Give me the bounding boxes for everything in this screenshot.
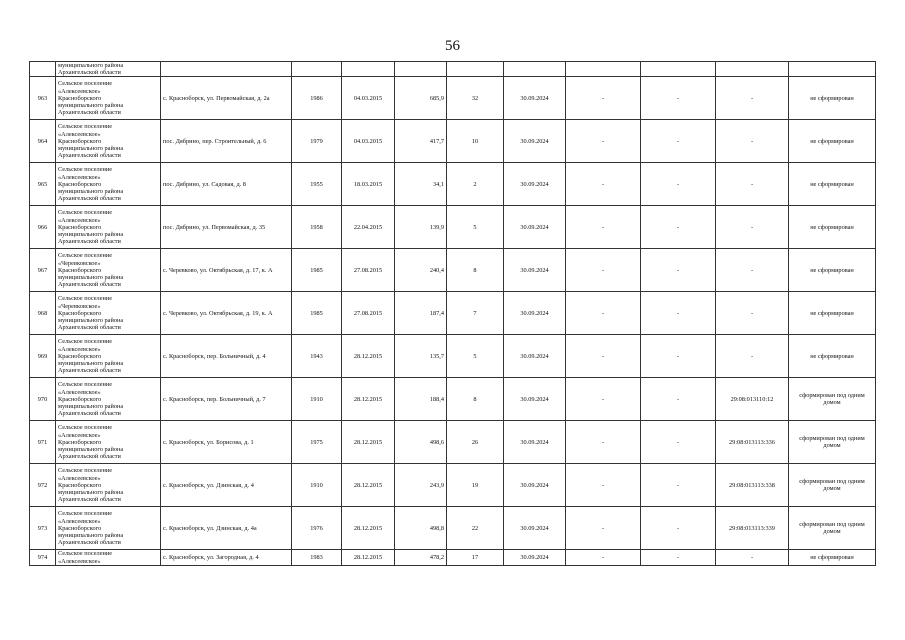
cell-col-1: - bbox=[566, 421, 641, 464]
cell-col-2: - bbox=[641, 335, 716, 378]
municipality-line: «Алексеевское» bbox=[58, 173, 101, 181]
cell-date: 27.08.2015 bbox=[342, 249, 395, 292]
municipality-line: Красноборского bbox=[58, 395, 102, 403]
cell-area: 34,1 bbox=[395, 163, 447, 206]
municipality-line: Красноборского bbox=[58, 137, 102, 145]
cell-col-1: - bbox=[566, 335, 641, 378]
cell-status: сформирован под одним домом bbox=[789, 421, 876, 464]
cell-address: с. Черевково, ул. Октябрьская, д. 19, к. А bbox=[161, 292, 292, 335]
municipality-line: Архангельской области bbox=[58, 367, 121, 375]
cell-count: 10 bbox=[447, 120, 504, 163]
cell-count: 22 bbox=[447, 507, 504, 550]
cell-col-1: - bbox=[566, 464, 641, 507]
cell-count: 19 bbox=[447, 464, 504, 507]
cell-col-2: - bbox=[641, 292, 716, 335]
cell-municipality bbox=[56, 292, 161, 335]
cell-num: 974 bbox=[30, 550, 56, 565]
cell-address: с. Черевково, ул. Октябрьская, д. 17, к. А bbox=[161, 249, 292, 292]
cell-col-2: - bbox=[641, 507, 716, 550]
cell-count: 17 bbox=[447, 550, 504, 565]
municipality-line: Сельское поселение bbox=[58, 338, 113, 346]
cell-area: 139,9 bbox=[395, 206, 447, 249]
cell-address: с. Красноборск, ул. Загородная, д. 4 bbox=[161, 550, 292, 565]
municipality-line: Красноборского bbox=[58, 352, 102, 360]
municipality-line: Архангельской области bbox=[58, 152, 121, 160]
cell-area: 188,4 bbox=[395, 378, 447, 421]
municipality-line: муниципального района bbox=[58, 360, 124, 367]
cell-status: не сформирован bbox=[789, 335, 876, 378]
cell-deadline: 30.09.2024 bbox=[504, 550, 566, 565]
cell-num: 966 bbox=[30, 206, 56, 249]
municipality-line: Сельское поселение bbox=[58, 550, 113, 558]
cell-area: 498,8 bbox=[395, 507, 447, 550]
municipality-line: Архангельской области bbox=[58, 109, 121, 117]
cell-area: 135,7 bbox=[395, 335, 447, 378]
cell-year: 1910 bbox=[292, 464, 342, 507]
cell-num: 972 bbox=[30, 464, 56, 507]
cell-col-2: - bbox=[641, 464, 716, 507]
cell-date: 22.04.2015 bbox=[342, 206, 395, 249]
table-row-partial bbox=[30, 62, 876, 77]
cell-municipality bbox=[56, 77, 161, 120]
cell-status: не сформирован bbox=[789, 120, 876, 163]
table-body bbox=[30, 62, 876, 566]
cell-area: 187,4 bbox=[395, 292, 447, 335]
cell-num: 971 bbox=[30, 421, 56, 464]
cell-count: 7 bbox=[447, 292, 504, 335]
cell-cadastral: - bbox=[716, 292, 789, 335]
cell-status: сформирован под одним домом bbox=[789, 378, 876, 421]
cell-date: 28.12.2015 bbox=[342, 335, 395, 378]
cell-col-2: - bbox=[641, 378, 716, 421]
cell-area: 243,9 bbox=[395, 464, 447, 507]
cell-municipality bbox=[56, 421, 161, 464]
municipality-line: Красноборского bbox=[58, 524, 102, 532]
cell-deadline: 30.09.2024 bbox=[504, 77, 566, 120]
cell-num: 965 bbox=[30, 163, 56, 206]
municipality-line: муниципального района bbox=[58, 145, 124, 152]
municipality-line: Сельское поселение bbox=[58, 209, 113, 217]
cell-date: 04.03.2015 bbox=[342, 120, 395, 163]
cell-cadastral: 29:08:013113:336 bbox=[716, 421, 789, 464]
cell-address: с. Красноборск, пер. Больничный, д. 4 bbox=[161, 335, 292, 378]
municipality-line: муниципального района bbox=[58, 274, 124, 281]
cell-cadastral: - bbox=[716, 206, 789, 249]
table-row bbox=[30, 77, 876, 120]
cell-deadline: 30.09.2024 bbox=[504, 292, 566, 335]
cell-num: 967 bbox=[30, 249, 56, 292]
cell-count: 26 bbox=[447, 421, 504, 464]
municipality-line: Сельское поселение bbox=[58, 510, 113, 518]
table-row bbox=[30, 335, 876, 378]
municipality-line: муниципального района bbox=[58, 188, 124, 195]
municipality-line: Архангельской области bbox=[58, 496, 121, 504]
municipality-line: Архангельской области bbox=[58, 453, 121, 461]
municipality-line: Красноборского bbox=[58, 266, 102, 274]
cell-status: не сформирован bbox=[789, 163, 876, 206]
cell-col-2: - bbox=[641, 249, 716, 292]
cell-status: не сформирован bbox=[789, 550, 876, 565]
cell-count: 8 bbox=[447, 378, 504, 421]
cell-status: не сформирован bbox=[789, 292, 876, 335]
municipality-line: Красноборского bbox=[58, 223, 102, 231]
cell-municipality bbox=[56, 163, 161, 206]
cell-address: с. Красноборск, пер. Больничный, д. 7 bbox=[161, 378, 292, 421]
cell-date: 28.12.2015 bbox=[342, 507, 395, 550]
municipality-line: Сельское поселение bbox=[58, 381, 113, 389]
cell-year: 1975 bbox=[292, 421, 342, 464]
municipality-line: Архангельской области bbox=[58, 281, 121, 289]
cell-municipality bbox=[56, 249, 161, 292]
municipality-line: Сельское поселение bbox=[58, 252, 113, 260]
cell-col-1: - bbox=[566, 378, 641, 421]
cell-year: 1958 bbox=[292, 206, 342, 249]
cell-year: 1910 bbox=[292, 378, 342, 421]
municipality-line: Сельское поселение bbox=[58, 80, 113, 88]
cell-col-1: - bbox=[566, 292, 641, 335]
cell-municipality bbox=[56, 550, 161, 565]
cell-cadastral: 29:08:013110:12 bbox=[716, 378, 789, 421]
municipality-line: Сельское поселение bbox=[58, 295, 113, 303]
cell-address: с. Красноборск, ул. Борисова, д. 1 bbox=[161, 421, 292, 464]
cell-status: сформирован под одним домом bbox=[789, 464, 876, 507]
cell-municipality bbox=[56, 464, 161, 507]
cell-count: 5 bbox=[447, 206, 504, 249]
table-row bbox=[30, 464, 876, 507]
cell-count: 5 bbox=[447, 335, 504, 378]
municipality-line: Архангельской области bbox=[58, 195, 121, 203]
municipality-line: Красноборского bbox=[58, 481, 102, 489]
cell-date: 18.03.2015 bbox=[342, 163, 395, 206]
cell-deadline: 30.09.2024 bbox=[504, 335, 566, 378]
municipality-line: «Черевковское» bbox=[58, 259, 101, 267]
table-row bbox=[30, 507, 876, 550]
cell-col-2: - bbox=[641, 206, 716, 249]
municipality-line: муниципального района bbox=[58, 403, 124, 410]
cell-col-1: - bbox=[566, 163, 641, 206]
municipality-line: Архангельской области bbox=[58, 69, 121, 77]
cell-area: 240,4 bbox=[395, 249, 447, 292]
municipality-line: Красноборского bbox=[58, 309, 102, 317]
cell-address: пос. Дябрино, ул. Первомайская, д. 35 bbox=[161, 206, 292, 249]
cell-num: 964 bbox=[30, 120, 56, 163]
cell-num: 969 bbox=[30, 335, 56, 378]
cell-col-1: - bbox=[566, 249, 641, 292]
municipality-line: Сельское поселение bbox=[58, 166, 113, 174]
cell-count: 32 bbox=[447, 77, 504, 120]
table-row bbox=[30, 206, 876, 249]
cell-col-2: - bbox=[641, 550, 716, 565]
cell-address: с. Красноборск, ул. Первомайская, д. 2а bbox=[161, 77, 292, 120]
cell-deadline: 30.09.2024 bbox=[504, 378, 566, 421]
cell-year: 1943 bbox=[292, 335, 342, 378]
municipality-line: Архангельской области bbox=[58, 238, 121, 246]
cell-municipality bbox=[56, 62, 161, 77]
cell-year: 1985 bbox=[292, 292, 342, 335]
cell-date: 28.12.2015 bbox=[342, 421, 395, 464]
cell-num: 970 bbox=[30, 378, 56, 421]
cell-deadline: 30.09.2024 bbox=[504, 507, 566, 550]
municipality-line: Сельское поселение bbox=[58, 424, 113, 432]
cell-area: 478,2 bbox=[395, 550, 447, 565]
cell-year: 1979 bbox=[292, 120, 342, 163]
municipality-line: «Алексеевское» bbox=[58, 474, 101, 482]
cell-date: 28.12.2015 bbox=[342, 378, 395, 421]
cell-col-1: - bbox=[566, 77, 641, 120]
municipality-line: Архангельской области bbox=[58, 539, 121, 547]
cell-municipality bbox=[56, 120, 161, 163]
cell-cadastral: - bbox=[716, 120, 789, 163]
cell-area: 417,7 bbox=[395, 120, 447, 163]
cell-cadastral: 29:08:013113:338 bbox=[716, 464, 789, 507]
municipality-line: Архангельской области bbox=[58, 410, 121, 418]
cell-cadastral: - bbox=[716, 77, 789, 120]
page-number: 56 bbox=[445, 38, 460, 54]
cell-col-2: - bbox=[641, 120, 716, 163]
cell-num bbox=[30, 62, 56, 77]
municipality-line: «Алексеевское» bbox=[58, 517, 101, 525]
cell-municipality bbox=[56, 206, 161, 249]
cell-year: 1976 bbox=[292, 507, 342, 550]
cell-deadline: 30.09.2024 bbox=[504, 249, 566, 292]
table-row bbox=[30, 120, 876, 163]
municipality-line: Красноборского bbox=[58, 438, 102, 446]
cell-col-1: - bbox=[566, 120, 641, 163]
municipality-line: «Черевковское» bbox=[58, 302, 101, 310]
cell-deadline: 30.09.2024 bbox=[504, 206, 566, 249]
cell-col-2: - bbox=[641, 421, 716, 464]
cell-cadastral: 29:08:013113:339 bbox=[716, 507, 789, 550]
cell-num: 973 bbox=[30, 507, 56, 550]
cell-area: 498,6 bbox=[395, 421, 447, 464]
cell-status: сформирован под одним домом bbox=[789, 507, 876, 550]
municipality-line: «Алексеевское» bbox=[58, 87, 101, 95]
table-row bbox=[30, 550, 876, 565]
cell-year: 1985 bbox=[292, 249, 342, 292]
cell-date: 27.08.2015 bbox=[342, 292, 395, 335]
table-row bbox=[30, 292, 876, 335]
cell-address: пос. Дябрино, ул. Садовая, д. 8 bbox=[161, 163, 292, 206]
cell-address: с. Красноборск, ул. Дзинская, д. 4а bbox=[161, 507, 292, 550]
table-row bbox=[30, 163, 876, 206]
cell-col-1: - bbox=[566, 206, 641, 249]
municipality-line: Красноборского bbox=[58, 180, 102, 188]
cell-municipality bbox=[56, 507, 161, 550]
cell-municipality bbox=[56, 335, 161, 378]
cell-address: пос. Дябрино, пер. Строительный, д. 6 bbox=[161, 120, 292, 163]
housing-registry-table bbox=[29, 61, 876, 566]
municipality-line: муниципального района bbox=[58, 317, 124, 324]
cell-area: 685,9 bbox=[395, 77, 447, 120]
municipality-line: муниципального района bbox=[58, 231, 124, 238]
cell-year: 1986 bbox=[292, 77, 342, 120]
table-row bbox=[30, 421, 876, 464]
cell-col-1: - bbox=[566, 507, 641, 550]
cell-count: 8 bbox=[447, 249, 504, 292]
cell-cadastral: - bbox=[716, 163, 789, 206]
cell-address: с. Красноборск, ул. Дзинская, д. 4 bbox=[161, 464, 292, 507]
cell-count: 2 bbox=[447, 163, 504, 206]
cell-col-2: - bbox=[641, 163, 716, 206]
municipality-line: муниципального района bbox=[58, 102, 124, 109]
cell-num: 968 bbox=[30, 292, 56, 335]
cell-status: не сформирован bbox=[789, 206, 876, 249]
municipality-line: «Алексеевское» bbox=[58, 130, 101, 138]
cell-col-2: - bbox=[641, 77, 716, 120]
cell-status: не сформирован bbox=[789, 249, 876, 292]
cell-deadline: 30.09.2024 bbox=[504, 464, 566, 507]
cell-cadastral: - bbox=[716, 335, 789, 378]
cell-year: 1955 bbox=[292, 163, 342, 206]
cell-date: 28.12.2015 bbox=[342, 464, 395, 507]
municipality-line: Сельское поселение bbox=[58, 123, 113, 131]
cell-cadastral: - bbox=[716, 550, 789, 565]
cell-col-1: - bbox=[566, 550, 641, 565]
municipality-line: «Алексеевское» bbox=[58, 557, 101, 565]
cell-deadline: 30.09.2024 bbox=[504, 421, 566, 464]
municipality-line: Архангельской области bbox=[58, 324, 121, 332]
cell-year: 1983 bbox=[292, 550, 342, 565]
cell-deadline: 30.09.2024 bbox=[504, 120, 566, 163]
cell-deadline: 30.09.2024 bbox=[504, 163, 566, 206]
cell-date: 28.12.2015 bbox=[342, 550, 395, 565]
cell-date: 04.03.2015 bbox=[342, 77, 395, 120]
municipality-line: «Алексеевское» bbox=[58, 388, 101, 396]
municipality-line: «Алексеевское» bbox=[58, 345, 101, 353]
municipality-line: муниципального района bbox=[58, 489, 124, 496]
cell-municipality bbox=[56, 378, 161, 421]
municipality-line: «Алексеевское» bbox=[58, 216, 101, 224]
table-row bbox=[30, 249, 876, 292]
municipality-line: муниципального района bbox=[58, 446, 124, 453]
cell-cadastral: - bbox=[716, 249, 789, 292]
municipality-line: Красноборского bbox=[58, 94, 102, 102]
table-row bbox=[30, 378, 876, 421]
cell-status: не сформирован bbox=[789, 77, 876, 120]
municipality-line: «Алексеевское» bbox=[58, 431, 101, 439]
cell-num: 963 bbox=[30, 77, 56, 120]
municipality-line: Сельское поселение bbox=[58, 467, 113, 475]
municipality-line: муниципального района bbox=[58, 532, 124, 539]
municipality-line: муниципального района bbox=[58, 62, 124, 69]
